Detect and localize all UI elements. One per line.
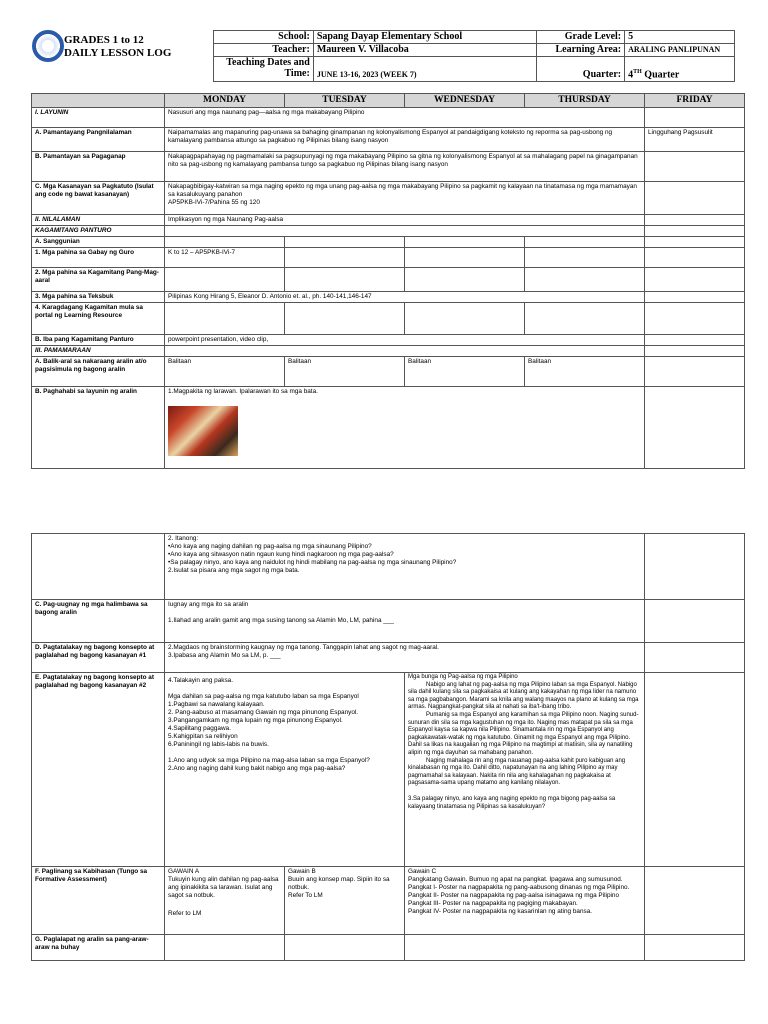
quarter-word: Quarter	[641, 69, 680, 80]
row-paglalapat	[32, 935, 745, 961]
talakay-line: 1.Pagbawi sa nawalang kalayaan.	[168, 701, 265, 708]
balitaan-tue: Balitaan	[285, 357, 405, 387]
school-label: School:	[214, 31, 314, 44]
dates-label-2: Time:	[284, 68, 310, 79]
cell-empty	[645, 248, 745, 268]
talakay-line: Mga dahilan sa pag-aalsa ng mga katutubo laban sa mga Espanyol	[168, 693, 359, 700]
row-layunin	[32, 108, 745, 128]
row-a	[32, 128, 745, 152]
gawain-a-line: GAWAIN A	[168, 868, 200, 875]
row-balik	[32, 357, 745, 387]
cell-empty	[645, 237, 745, 248]
row-iba	[32, 335, 745, 346]
header-table	[213, 30, 735, 82]
cell-empty	[645, 182, 745, 215]
dates-label-1: Teaching Dates and	[226, 57, 310, 68]
gawain-c-line: Gawain C	[408, 868, 437, 875]
cell-empty	[645, 534, 745, 600]
label-kagamitan-mag: 2. Mga pahina sa Kagamitang Pang-Mag-aaral	[32, 268, 165, 292]
cell-paghahabi	[165, 387, 645, 469]
row-karagdagang	[32, 303, 745, 335]
text-friday-a: Lingguhang Pagsusulit	[645, 128, 745, 152]
tanong-line: •Ano kaya ang naging dahilan ng pag-aalsa ng mga sinaunang Pilipino?	[168, 543, 372, 550]
deped-seal	[32, 30, 64, 62]
label-layunin: I. LAYUNIN	[32, 108, 165, 128]
label-kasanayan: C. Mga Kasanayan sa Pagkatuto (Isulat ang code ng bawat kasanayan)	[32, 182, 165, 215]
bunga-paragraph: Nabigo ang lahat ng pag-aalsa ng mga Pilipino laban sa mga Espanyol. Nabigo sila dahil kulang sila sa pagkakaisa at kulang ang kakayahan ng mga lider na namuno sa mga pagbabangon. Marami sa knila ang walang maayos na plano at kulang sa mga armas. Nagpangkat-pangkat sila at nahati sa iba't-ibang tribo.	[408, 681, 639, 711]
bunga-question: 3.Sa palagay ninyo, ano kaya ang naging epekto ng mga bigong pag-aalsa sa kalayaang tinatamasa ng Pilipinas sa kasalukuyan?	[408, 795, 616, 810]
cell-empty	[645, 600, 745, 643]
row-nilalaman	[32, 215, 745, 226]
label-sanggunian: A. Sanggunian	[32, 237, 165, 248]
label-nilalaman: II. NILALAMAN	[32, 215, 165, 226]
talakay-line: 3.Pangangamkam ng mga lupain ng mga pinunong Espanyol.	[168, 717, 343, 724]
pag-uugnay-line: 1.Ilahad ang aralin gamit ang mga susing tanong sa Alamin Mo, LM, pahina ___	[168, 617, 394, 624]
tanong-line: 2. Itanong:	[168, 535, 199, 542]
revolt-painting-image	[168, 406, 238, 456]
day-monday: MONDAY	[165, 94, 285, 108]
row-teksbuk	[32, 292, 745, 303]
cell-gawain-c	[405, 867, 645, 935]
label-pag-uugnay: C. Pag-uugnay ng mga halimbawa sa bagong aralin	[32, 600, 165, 643]
kasanayan-text: Nakapagbibigay-katwiran sa mga naging epekto ng mga unang pag-aalsa ng mga makabayang Pilipino sa pagkamit ng kalayaan na tinatamasa ng mga mamamayan sa kasalukuyang panahon	[168, 183, 637, 198]
cell-pagtatalakay-1	[165, 643, 645, 673]
cell-empty	[645, 867, 745, 935]
cell-empty	[285, 303, 405, 335]
label-iba: B. Iba pang Kagamitang Panturo	[32, 335, 165, 346]
gawain-c-line: Pangkat IV- Poster na nagpapakita ng kasarinlan ng ating bansa.	[408, 908, 593, 915]
label-balik: A. Balik-aral sa nakaraang aralin at/o pagsisimula ng bagong aralin	[32, 357, 165, 387]
grade-label: Grade Level:	[537, 31, 625, 44]
area-label: Learning Area:	[537, 44, 625, 57]
row-c	[32, 182, 745, 215]
dates-label	[214, 57, 314, 82]
cell-empty	[645, 108, 745, 128]
pag-uugnay-line: Iugnay ang mga ito sa aralin	[168, 601, 249, 608]
label-pamantayang: A. Pamantayang Pangnilalaman	[32, 128, 165, 152]
label-karagdagang: 4. Karagdagang Kagamitan mula sa portal ng Learning Resource	[32, 303, 165, 335]
cell-empty	[405, 935, 645, 961]
gawain-a-line: Tukuyin kung alin dahilan ng pag-aalsa ang ipinakikita sa larawan. Isulat ang sagot sa notbuk.	[168, 876, 279, 899]
cell-empty	[645, 152, 745, 182]
cell-empty	[645, 673, 745, 867]
row-paglinang	[32, 867, 745, 935]
row-paghahabi	[32, 387, 745, 469]
cell-pagtatalakay-2-right	[405, 673, 645, 867]
row-sanggunian	[32, 237, 745, 248]
row-pamamaraan	[32, 346, 745, 357]
gawain-c-line: Pangkat I- Poster na nagpapakita ng pang-aabusong dinanas ng mga Pilipino.	[408, 884, 630, 891]
day-header-row	[32, 94, 745, 108]
pagtatalakay-1-line: 3.Ipabasa ang Alamin Mo sa LM, p. ___	[168, 652, 281, 659]
cell-gawain-b	[285, 867, 405, 935]
tanong-line: •Ano kaya ang sitwasyon natin ngaun kung hindi nagkaroon ng mga pag-aalsa?	[168, 551, 394, 558]
talakay-line: 2.Ano ang naging dahil kung bakit nabigo ang mga pag-aalsa?	[168, 765, 346, 772]
cell-tanong	[165, 534, 645, 600]
grade-value: 5	[625, 31, 735, 44]
pagtatalakay-1-line: 2.Magdaos ng brainstorming kaugnay ng mga tanong. Tanggapin lahat ang sagot ng mag-aaral.	[168, 644, 439, 651]
text-paghahabi: 1.Magpakita ng larawan. Ipalarawan ito sa mga bata.	[168, 388, 318, 395]
cell-empty	[165, 226, 645, 237]
text-teksbuk: Pilipinas Kong Hirang 5, Eleanor D. Antonio et. al., ph. 140-141,146-147	[165, 292, 645, 303]
area-value: ARALING PANLIPUNAN	[625, 44, 735, 57]
cell-empty	[405, 303, 525, 335]
cell-empty	[165, 346, 645, 357]
cell-empty	[525, 237, 645, 248]
day-wednesday: WEDNESDAY	[405, 94, 525, 108]
cell-empty	[405, 248, 525, 268]
row-tanong	[32, 534, 745, 600]
tanong-line: •Sa palagay ninyo, ano kaya ang naidulot ng hindi mabilang na pag-aalsa ng mga sinaunang Pilipino?	[168, 559, 457, 566]
cell-empty	[645, 935, 745, 961]
gawain-b-line: Gawain B	[288, 868, 316, 875]
text-pagaganap: Nakapagpapahayag ng pagmamalaki sa pagsupunyagi ng mga makabayang Pilipino sa gitna ng kolonyalismong Espanyol at sa mahalagang papel na ginagampanan nito sa pag-usbong ng kamalayang pambansa tungo sa pagkabuo ng Pilipinas bilang isang nasyon	[165, 152, 645, 182]
cell-empty	[405, 237, 525, 248]
row-pagtatalakay-1	[32, 643, 745, 673]
row-kagamitan	[32, 226, 745, 237]
cell-empty	[165, 303, 285, 335]
cell-empty	[645, 387, 745, 469]
dll-title	[64, 34, 171, 60]
cell-empty	[285, 248, 405, 268]
label-paghahabi: B. Paghahabi sa layunin ng aralin	[32, 387, 165, 469]
balitaan-thu: Balitaan	[525, 357, 645, 387]
cell-empty	[285, 237, 405, 248]
talakay-line: 4.Sapilitang paggawa.	[168, 725, 231, 732]
text-pamantayang: Naipamamalas ang mapanuring pag-unawa sa bahaging ginampanan ng kolonyalismong Espanyol at pandaigdigang koteksto ng reporma sa pag-usbong ng kamalayang pambansa attungo sa pagkabuo ng Pilipinas bilang isang nasyon	[165, 128, 645, 152]
cell-empty	[405, 268, 525, 292]
row-pag-uugnay	[32, 600, 745, 643]
quarter-sup: TH	[633, 68, 642, 75]
cell-empty	[645, 268, 745, 292]
cell-empty	[525, 303, 645, 335]
gawain-c-line: Pangkatang Gawain. Bumuo ng apat na pangkat. Ipagawa ang sumusunod.	[408, 876, 623, 883]
cell-empty	[645, 643, 745, 673]
bunga-paragraph: Naging mahalaga rin ang mga nauanag pag-aalsa kahit puro kabiguan ang kinalabasan ng mga ito. Dahil ditto, napatunayan na ang lahing Pilipino ay may pagmamahal sa kalayaan. Nakita rin nila ang kahalagahan ng pagkakaisa at pagsasama-sama upang matamo ang kanilang nilalayon.	[408, 757, 626, 787]
row-b	[32, 152, 745, 182]
cell-empty	[165, 237, 285, 248]
lesson-table-page1	[31, 93, 745, 469]
kasanayan-code: AP5PKB-IVi-7/Pahina 55 ng 120	[168, 199, 260, 206]
lesson-table-page2	[31, 533, 745, 961]
cell-pagtatalakay-2-left	[165, 673, 405, 867]
balitaan-mon: Balitaan	[165, 357, 285, 387]
cell-pag-uugnay	[165, 600, 645, 643]
dates-value: JUNE 13-16, 2023 (WEEK 7)	[313, 57, 536, 82]
balitaan-wed: Balitaan	[405, 357, 525, 387]
title-line-2: DAILY LESSON LOG	[64, 47, 172, 59]
cell-empty	[285, 935, 405, 961]
text-kasanayan	[165, 182, 645, 215]
teacher-value: Maureen V. Villacoba	[313, 44, 536, 57]
cell-empty	[645, 292, 745, 303]
label-kagamitan: KAGAMITANG PANTURO	[32, 226, 165, 237]
cell-empty	[645, 357, 745, 387]
row-gabay	[32, 248, 745, 268]
label-pamamaraan: III. PAMAMARAAN	[32, 346, 165, 357]
text-layunin: Nasusuri ang mga naunang pag—aalsa ng mga makabayang Pilipino	[165, 108, 645, 128]
text-iba: powerpoint presentation, video clip,	[165, 335, 645, 346]
talakay-line: 2. Pang-aabuso at masamang Gawain ng mga pinunong Espanyol.	[168, 709, 359, 716]
row-kagamitan-mag	[32, 268, 745, 292]
cell-empty	[645, 303, 745, 335]
cell-empty	[165, 935, 285, 961]
gawain-a-line: Refer to LM	[168, 910, 202, 917]
cell-empty	[165, 268, 285, 292]
cell-empty	[645, 226, 745, 237]
day-header-blank	[32, 94, 165, 108]
quarter-num: 4	[628, 69, 634, 80]
tanong-line: 2.Isulat sa pisara ang mga sagot ng mga bata.	[168, 567, 300, 574]
cell-empty	[32, 534, 165, 600]
gawain-c-line: Pangkat III- Poster na nagpapakita ng pagiging makabayan.	[408, 900, 578, 907]
talakay-line: 4.Talakayin ang paksa.	[168, 677, 234, 684]
bunga-paragraph: Pumanig sa mga Espanyol ang karamihan sa mga Pilipino noon. Naging sunud-sunuran din sila sa mga kagustuhan ng mga ito. Naging mas matapat pa sila sa mga Espanyol kaysa sa kapwa nila Pilipino. Sinamantala rin ng mga Espanyol ang pagkakawatak-watak ng mga katutubo. Ginamit ng mga Espanyol ang mga Pilipino. Dahil sa likas na kaugalian ng mga Pilipino na magtimpi at matiisin, sila ay nanatiling alipin ng mga dayuhan sa mahabang panahon.	[408, 711, 639, 756]
talakay-line: 5.Kahigpitan sa relihiyon	[168, 733, 238, 740]
quarter-label: Quarter:	[537, 57, 625, 82]
row-pagtatalakay-2	[32, 673, 745, 867]
cell-empty	[645, 215, 745, 226]
day-tuesday: TUESDAY	[285, 94, 405, 108]
label-gabay: 1. Mga pahina sa Gabay ng Guro	[32, 248, 165, 268]
label-paglinang: F. Paglinang sa Kabihasan (Tungo sa Formative Assessment)	[32, 867, 165, 935]
teacher-label: Teacher:	[214, 44, 314, 57]
talakay-line: 1.Ano ang udyok sa mga Pilipino na mag-alsa laban sa mga Espanyol?	[168, 757, 370, 764]
cell-empty	[285, 268, 405, 292]
talakay-line: 6.Paniningil ng labis-labis na buwis.	[168, 741, 269, 748]
gawain-b-line: Refer To LM	[288, 892, 323, 899]
title-line-1: GRADES 1 to 12	[64, 34, 144, 46]
cell-gawain-a	[165, 867, 285, 935]
text-nilalaman: Implikasyon ng mga Naunang Pag-aalsa	[165, 215, 645, 226]
cell-empty	[645, 346, 745, 357]
label-teksbuk: 3. Mga pahina sa Teksbuk	[32, 292, 165, 303]
label-paglalapat: G. Paglalapat ng aralin sa pang-araw-araw na buhay	[32, 935, 165, 961]
gawain-b-line: Buuin ang konsep map. Sipiin ito sa notbuk.	[288, 876, 390, 891]
cell-empty	[525, 248, 645, 268]
school-value: Sapang Dayap Elementary School	[313, 31, 536, 44]
text-gabay: K to 12 – AP5PKB-IVi-7	[165, 248, 285, 268]
day-thursday: THURSDAY	[525, 94, 645, 108]
cell-empty	[645, 335, 745, 346]
label-pagaganap: B. Pamantayan sa Pagaganap	[32, 152, 165, 182]
gawain-c-line: Pangkat II- Poster na nagpapakita ng pag-aalsa isinagawa ng mga Pilipino	[408, 892, 620, 899]
label-pagtatalakay-2: E. Pagtatalakay ng bagong konsepto at paglalahad ng bagong kasanayan #2	[32, 673, 165, 867]
day-friday: FRIDAY	[645, 94, 745, 108]
cell-empty	[525, 268, 645, 292]
bunga-title: Mga bunga ng Pag-aalsa ng mga Pilipino	[408, 674, 518, 680]
quarter-value	[625, 57, 735, 82]
label-pagtatalakay-1: D. Pagtatalakay ng bagong konsepto at paglalahad ng bagong kasanayan #1	[32, 643, 165, 673]
